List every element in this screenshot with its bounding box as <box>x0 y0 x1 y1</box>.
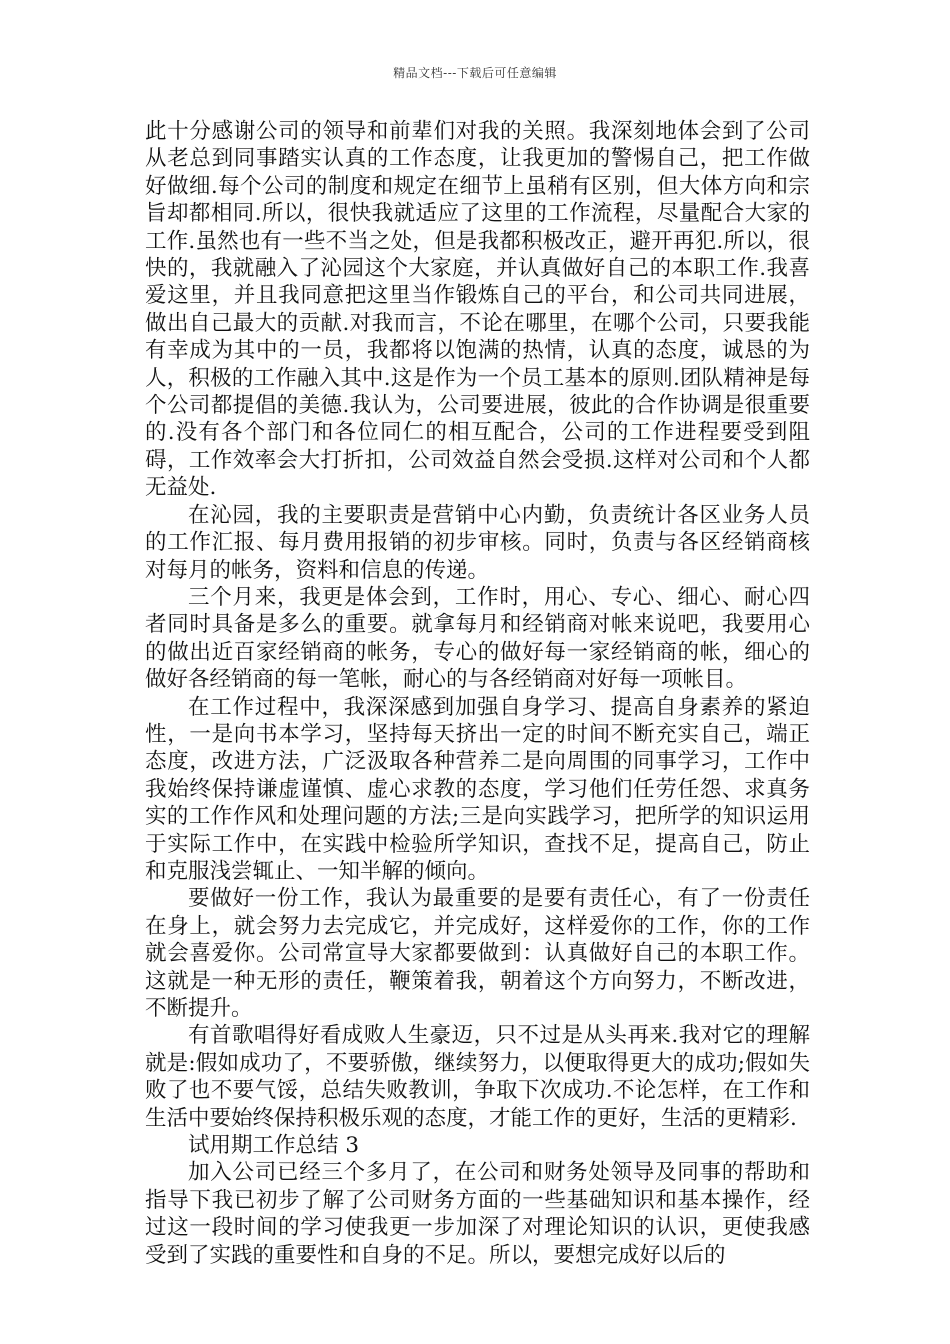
paragraph-final: 加入公司已经三个多月了，在公司和财务处领导及同事的帮助和指导下我已初步了解了公司财务方面的一些基础知识和基本操作，经过这一段时间的学习使我更一步加深了对理论知识的认识，更使我感受到了实践的重要性和自身的不足。所以，要想完成好以后的 <box>145 1160 810 1268</box>
paragraph-4: 在工作过程中，我深深感到加强自身学习、提高自身素养的紧迫性，一是向书本学习，坚持每天挤出一定的时间不断充实自己，端正态度，改进方法，广泛汲取各种营养二是向周围的同事学习，工作中我始终保持谦虚谨慎、虚心求教的态度，学习他们任劳任怨、求真务实的工作作风和处理问题的方法;三是向实践学习，把所学的知识运用于实际工作中，在实践中检验所学知识，查找不足，提高自己，防止和克服浅尝辄止、一知半解的倾向。 <box>145 694 810 884</box>
page-header: 精品文档---下载后可任意编辑 <box>393 66 557 80</box>
section-heading: 试用期工作总结 3 <box>188 1133 360 1159</box>
paragraph-5: 要做好一份工作，我认为最重要的是要有责任心，有了一份责任在身上，就会努力去完成它，并完成好，这样爱你的工作，你的工作就会喜爱你。公司常宣导大家都要做到：认真做好自己的本职工作。这就是一种无形的责任，鞭策着我，朝着这个方向努力，不断改进，不断提升。 <box>145 886 810 1021</box>
paragraph-3: 三个月来，我更是体会到，工作时，用心、专心、细心、耐心四者同时具备是多么的重要。就拿每月和经销商对帐来说吧，我要用心的做出近百家经销商的帐务，专心的做好每一家经销商的帐，细心的做好各经销商的每一笔帐，耐心的与各经销商对好每一项帐目。 <box>145 584 810 693</box>
paragraph-2: 在沁园，我的主要职责是营销中心内勤，负责统计各区业务人员的工作汇报、每月费用报销的初步审核。同时，负责与各区经销商核对每月的帐务，资料和信息的传递。 <box>145 502 810 583</box>
document-body <box>145 118 810 1269</box>
paragraph-6: 有首歌唱得好看成败人生豪迈，只不过是从头再来.我对它的理解就是:假如成功了，不要骄傲，继续努力，以便取得更大的成功;假如失败了也不要气馁，总结失败教训，争取下次成功.不论怎样，在工作和生活中要始终保持积极乐观的态度，才能工作的更好，生活的更精彩. <box>145 1023 810 1131</box>
paragraph-1: 此十分感谢公司的领导和前辈们对我的关照。我深刻地体会到了公司从老总到同事踏实认真的工作态度，让我更加的警惕自己，把工作做好做细.每个公司的制度和规定在细节上虽稍有区别，但大体方向和宗旨却都相同.所以，很快我就适应了这里的工作流程，尽量配合大家的工作.虽然也有一些不当之处，但是我都积极改正，避开再犯.所以，很快的，我就融入了沁园这个大家庭，并认真做好自己的本职工作.我喜爱这里，并且我同意把这里当作锻炼自己的平台，和公司共同进展，做出自己最大的贡献.对我而言，不论在哪里，在哪个公司，只要我能有幸成为其中的一员，我都将以饱满的热情，认真的态度，诚恳的为人，积极的工作融入其中.这是作为一个员工基本的原则.团队精神是每个公司都提倡的美德.我认为，公司要进展，彼此的合作协调是很重要的.没有各个部门和各位同仁的相互配合，公司的工作进程要受到阻碍，工作效率会大打折扣，公司效益自然会受损.这样对公司和个人都无益处. <box>145 119 810 501</box>
